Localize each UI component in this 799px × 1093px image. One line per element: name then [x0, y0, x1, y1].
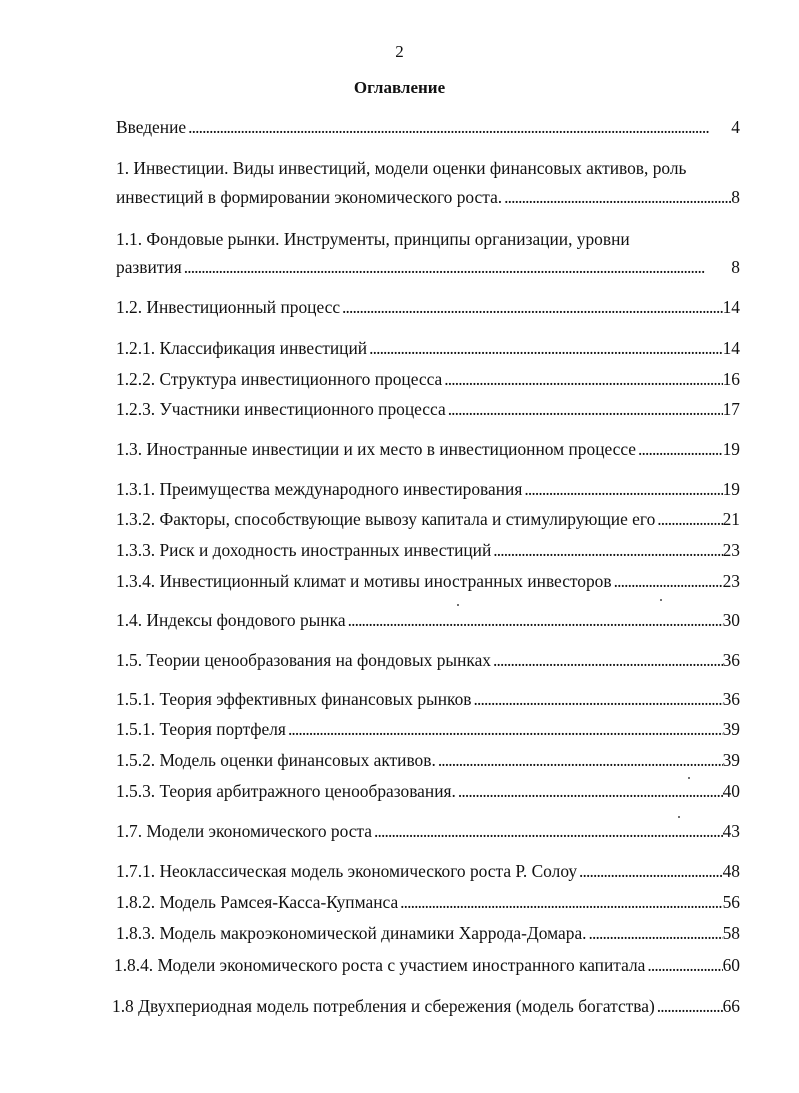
toc-leader-dots: [612, 570, 723, 592]
toc-entry-page: 36: [722, 689, 740, 709]
toc-entry: [116, 820, 740, 842]
toc-entry-page: 23: [722, 540, 740, 560]
toc-entry-page: 39: [722, 750, 740, 770]
toc-leader-dots: [636, 438, 723, 460]
toc-entry-page: 48: [722, 861, 740, 881]
toc-entry-page: 40: [722, 781, 740, 801]
toc-entry-label: 1.5.1. Теория эффективных финансовых рынков: [116, 689, 472, 709]
toc-entry-page: 36: [722, 650, 740, 670]
toc-leader-dots: [577, 860, 723, 882]
toc-leader-dots: [186, 116, 731, 138]
toc-entry: [116, 116, 740, 138]
toc-entry: [116, 688, 740, 710]
toc-entry-label: 1.8.3. Модель макроэкономической динамики Харрода-Домара.: [116, 923, 587, 943]
toc-leader-dots: [442, 368, 722, 390]
toc-leader-dots: [367, 337, 723, 359]
toc-entry-page: 14: [722, 338, 740, 358]
toc-leader-dots: [398, 891, 722, 913]
scan-speck: [678, 816, 680, 818]
toc-leader-dots: [587, 922, 723, 944]
toc-leader-dots: [346, 609, 723, 631]
toc-entry-label: 1.3.1. Преимущества международного инвестирования: [116, 479, 523, 499]
scan-speck: [660, 599, 662, 601]
toc-entry-label: 1.7.1. Неоклассическая модель экономического роста Р. Солоу: [116, 861, 578, 881]
toc-title: Оглавление: [353, 78, 446, 97]
toc-entry: [116, 438, 740, 460]
toc-leader-dots: [286, 718, 723, 740]
toc-entry: [116, 609, 740, 631]
toc-leader-dots: [491, 539, 722, 561]
toc-entry: [116, 570, 740, 592]
toc-entry-label: 1.5.1. Теория портфеля: [116, 719, 286, 739]
toc-entry-label: 1.2.2. Структура инвестиционного процесса: [116, 369, 443, 389]
toc-entry: [116, 649, 740, 671]
toc-entry: [116, 922, 740, 944]
toc-leader-dots: [645, 954, 722, 976]
toc-leader-dots: [522, 478, 722, 500]
toc-entry-label: 1.5. Теории ценообразования на фондовых рынках: [116, 650, 491, 670]
toc-entry: [116, 256, 740, 278]
toc-entry-page: 8: [731, 257, 740, 277]
toc-entry-page: 43: [722, 821, 740, 841]
toc-entry-label: 1.4. Индексы фондового рынка: [116, 610, 346, 630]
toc-entry-page: 19: [722, 439, 740, 459]
toc-entry-page: 58: [722, 923, 740, 943]
toc-entry: [116, 780, 740, 802]
toc-entry: [116, 860, 740, 882]
toc-entry: [114, 954, 740, 976]
toc-entry-label: 1.3. Иностранные инвестиции и их место в инвестиционном процессе: [116, 439, 637, 459]
toc-entry-label: 1.2.3. Участники инвестиционного процесса: [116, 399, 446, 419]
toc-entry-label: Введение: [116, 117, 187, 137]
toc-entry: [116, 398, 740, 420]
toc-entry-label: 1.3.3. Риск и доходность иностранных инвестиций: [116, 540, 492, 560]
toc-entry: [116, 478, 740, 500]
toc-leader-dots: [491, 649, 723, 671]
toc-entry: [116, 749, 740, 771]
toc-entry-page: 23: [722, 571, 740, 591]
toc-entry-label: инвестиций в формировании экономического роста.: [116, 187, 503, 207]
toc-leader-dots: [182, 256, 732, 278]
toc-leader-dots: [446, 398, 723, 420]
toc-entry: [116, 508, 740, 530]
toc-entry-page: 30: [722, 610, 740, 630]
toc-leader-dots: [655, 508, 722, 530]
toc-entry-page: 21: [722, 509, 740, 529]
toc-entry-page: 4: [731, 117, 740, 137]
toc-entry-page: 19: [722, 479, 740, 499]
toc-entry-label: 1.2.1. Классификация инвестиций: [116, 338, 368, 358]
toc-entry: [116, 718, 740, 740]
toc-leader-dots: [436, 749, 723, 771]
toc-entry-page: 17: [722, 399, 740, 419]
toc-entry: [116, 337, 740, 359]
toc-entry-label: 1.5.2. Модель оценки финансовых активов.: [116, 750, 436, 770]
scan-speck: [457, 604, 459, 606]
toc-leader-dots: [472, 688, 723, 710]
toc-entry-label: 1.5.3. Теория арбитражного ценообразования.: [116, 781, 456, 801]
toc-entry: [116, 539, 740, 561]
toc-entry-label: 1.8 Двухпериодная модель потребления и сбережения (модель богатства): [112, 996, 655, 1016]
toc-entry-page: 56: [722, 892, 740, 912]
toc-entry-label: 1.8.4. Модели экономического роста с участием иностранного капитала: [114, 955, 646, 975]
toc-entry-label-line1: 1. Инвестиции. Виды инвестиций, модели оценки финансовых активов, роль: [116, 158, 687, 178]
toc-entry-label: 1.8.2. Модель Рамсея-Касса-Купманса: [116, 892, 399, 912]
toc-entry-page: 39: [722, 719, 740, 739]
toc-entry-page: 66: [722, 996, 740, 1016]
page-number: 2: [395, 42, 404, 61]
toc-leader-dots: [456, 780, 723, 802]
toc-leader-dots: [340, 296, 723, 318]
toc-leader-dots: [372, 820, 723, 842]
toc-entry: [116, 186, 740, 208]
toc-entry-page: 8: [731, 187, 740, 207]
toc-leader-dots: [655, 995, 723, 1017]
toc-entry-label: 1.7. Модели экономического роста: [116, 821, 372, 841]
toc-entry-label: 1.2. Инвестиционный процесс: [116, 297, 341, 317]
toc-entry-page: 16: [722, 369, 740, 389]
toc-entry: [116, 368, 740, 390]
scan-speck: [688, 777, 690, 779]
toc-entry-label-line1: 1.1. Фондовые рынки. Инструменты, принципы организации, уровни: [116, 229, 630, 249]
toc-entry-page: 60: [722, 955, 740, 975]
toc-entry: [116, 891, 740, 913]
toc-entry-page: 14: [722, 297, 740, 317]
toc-entry: [112, 995, 740, 1017]
toc-entry-label: 1.3.4. Инвестиционный климат и мотивы иностранных инвесторов: [116, 571, 612, 591]
toc-entry-label: развития: [116, 257, 182, 277]
toc-leader-dots: [502, 186, 731, 208]
toc-entry-label: 1.3.2. Факторы, способствующие вывозу капитала и стимулирующие его: [116, 509, 656, 529]
toc-entry: [116, 296, 740, 318]
